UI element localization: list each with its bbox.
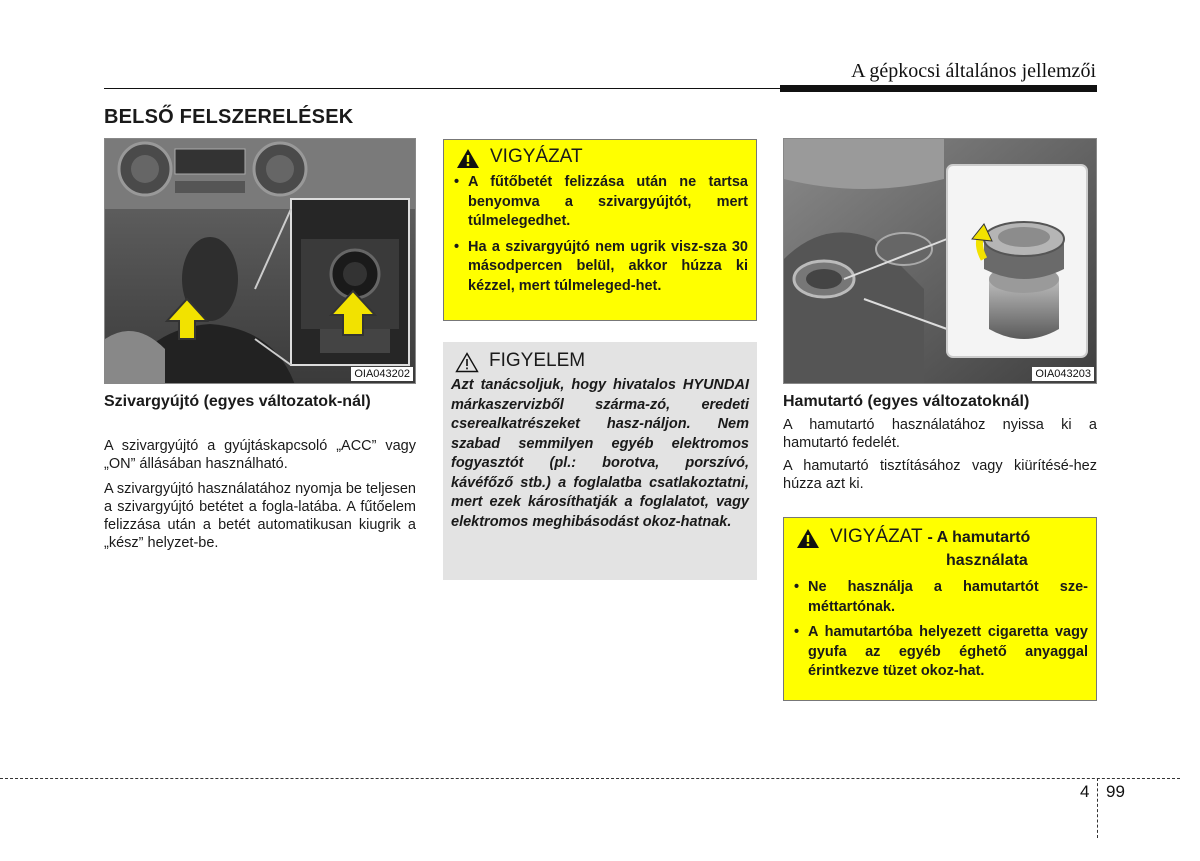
notice-box [443,342,757,580]
ashtray-warning-title-block [830,526,1030,572]
ashtray-paragraph-1: A hamutartó használatához nyissa ki a hamutartó fedelét. [783,417,1097,451]
warning-subtitle-line2: használata [946,552,1028,569]
figure-code: OIA043203 [1032,367,1094,381]
warning-box-lighter [443,139,757,321]
footer-vertical-divider [1097,778,1098,838]
header-divider [104,88,780,89]
warning-triangle-icon [456,148,480,169]
notice-text: Azt tanácsoljuk, hogy hivatalos HYUNDAI márkaszervizből szárma-zó, eredeti cserealkatrészeket hasz-náljon. Nem szabad semmilyen egyéb elektromos fogyasztót (pl.: borotva, porszívó, kávéfőző stb.) a foglalatba csatlakoztatni, mert ezek károsíthatják a foglalatot, vagy elektromos meghibásodást okoz-hatnak. [451,377,749,530]
warning-box-ashtray [783,517,1097,701]
notice-header [451,350,749,373]
warning-header [452,146,748,169]
ashtray-warning-list [792,578,1088,682]
ashtray-photo [783,138,1097,384]
lighter-subheading-text: Szivargyújtó (egyes változatok-nál) [104,393,371,410]
ashtray-warning-header [792,526,1088,572]
caution-triangle-icon [455,352,479,373]
warning-title: VIGYÁZAT [830,526,923,547]
page-number: 99 [1106,782,1125,801]
figure-code: OIA043202 [351,367,413,381]
warning-list [452,173,748,296]
lighter-paragraph-2: A szivargyújtó használatához nyomja be teljesen a szivargyújtó betétet a fogla-latába. A fűtőelem felizzása után a betét automatikusan kiugrik a „kész” helyzet-be. [104,481,416,551]
notice-title: FIGYELEM [489,350,586,371]
warning-item: • A hamutartóba helyezett cigaretta vagy gyufa az egyéb éghető anyaggal érintkezve tüzet okoz-hat. [792,623,1088,682]
chapter-number: 4 [1080,782,1090,801]
cigarette-lighter-photo [104,138,416,384]
section-title: BELSŐ FELSZERELÉSEK [104,106,354,128]
ashtray-subheading: Hamutartó (egyes változatoknál) [783,393,1030,410]
warning-item: • A fűtőbetét felizzása után ne tartsa benyomva a szivargyújtót, mert túlmelegedhet. [452,173,748,232]
footer-divider [0,778,1180,779]
header-rule [780,85,1097,92]
warning-item: • Ne használja a hamutartót sze-méttartónak. [792,578,1088,617]
lighter-paragraph-1: A szivargyújtó a gyújtáskapcsoló „ACC” vagy „ON” állásában használható. [104,438,416,472]
warning-title: VIGYÁZAT [490,146,583,167]
warning-subtitle-line1: - A hamutartó [927,529,1031,546]
warning-item: • Ha a szivargyújtó nem ugrik visz-sza 30 másodpercen belül, akkor húzza ki kézzel, mert túlmeleged-het. [452,238,748,297]
ashtray-paragraph-2: A hamutartó tisztításához vagy kiürítésé-hez húzza azt ki. [783,458,1097,492]
running-header: A gépkocsi általános jellemzői [851,60,1096,82]
warning-triangle-icon [796,528,820,549]
lighter-subheading [104,392,416,412]
